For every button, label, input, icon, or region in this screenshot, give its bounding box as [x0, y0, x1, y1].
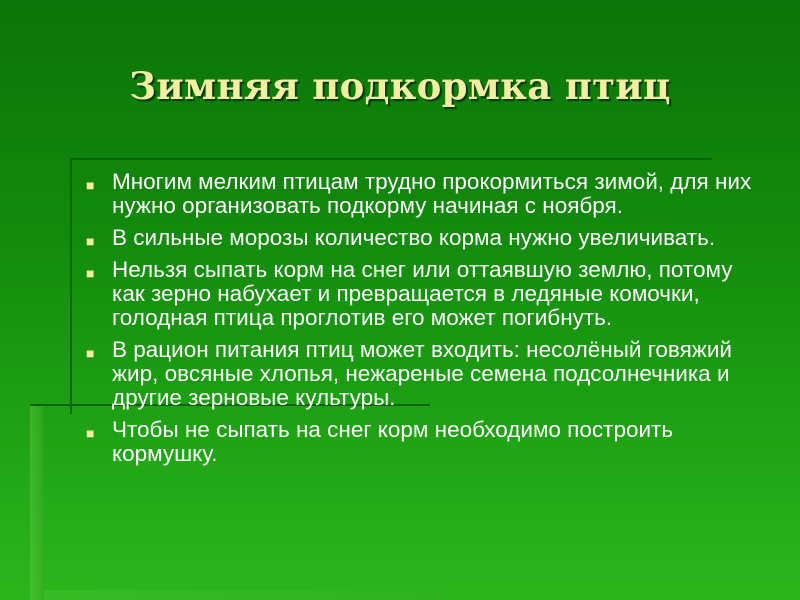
bullet-text: Многим мелким птицам трудно прокормиться зимой, для них нужно организовать подкорму начиная с ноября. [112, 169, 752, 218]
bullet-text: Нельзя сыпать корм на снег или оттаявшую землю, потому как зерно набухает и превращается в ледяные комочки, голодная птица проглотив его может погибнуть. [112, 257, 733, 330]
bullet-text: В сильные морозы количество корма нужно увеличивать. [112, 225, 716, 250]
bullet-item [86, 170, 766, 218]
bullet-item [86, 258, 766, 330]
decor-line-left [70, 158, 72, 414]
bullet-item [86, 338, 766, 410]
decor-line-top [72, 158, 712, 160]
bullet-item [86, 226, 766, 250]
bullet-square-icon: ■ [86, 177, 95, 193]
decor-band-left [30, 406, 44, 600]
bullet-text: В рацион питания птиц может входить: несолёный говяжий жир, овсяные хлопья, нежареные семена подсолнечника и другие зерновые культуры. [112, 337, 732, 410]
slide-title: Зимняя подкормка птиц [129, 64, 671, 108]
bullet-item [86, 418, 766, 466]
bullet-square-icon: ■ [86, 233, 95, 249]
bullet-square-icon: ■ [86, 265, 95, 281]
bullet-square-icon: ■ [86, 425, 95, 441]
decor-band-bottom [44, 590, 444, 600]
bullet-text: Чтобы не сыпать на снег корм необходимо построить кормушку. [112, 417, 674, 466]
bullet-list [86, 170, 766, 474]
bullet-square-icon: ■ [86, 345, 95, 361]
